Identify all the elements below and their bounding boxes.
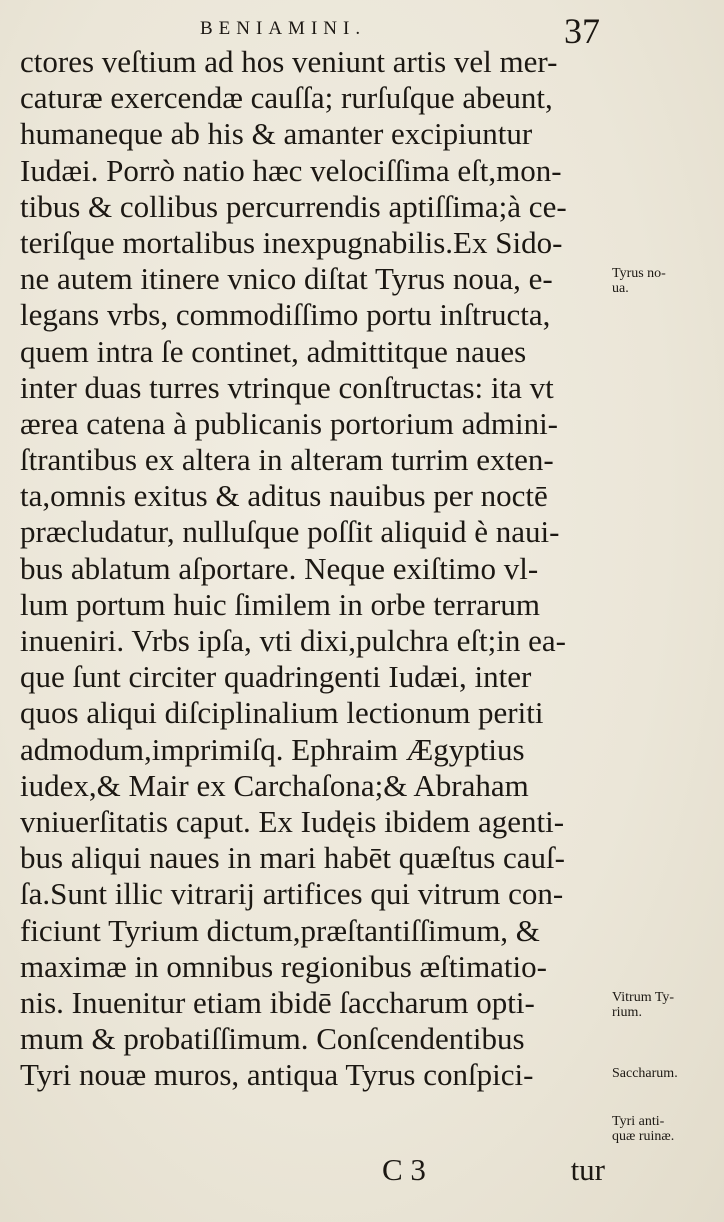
signature-mark: C 3	[382, 1152, 426, 1187]
text-line: legans vrbs, commodiſſimo portu inſtructa,	[20, 297, 551, 333]
text-line: bus ablatum aſportare. Neque exiſtimo vl-	[20, 550, 539, 586]
text-line: Iudæi. Porrò natio hæc velociſſima eſt,mon-	[20, 152, 562, 188]
margin-note-line: Vitrum Ty-	[612, 990, 675, 1005]
running-title: BENIAMINI.	[200, 18, 367, 39]
text-line: ficiunt Tyrium dictum,præſtantiſſimum, &	[20, 912, 540, 948]
margin-note-line: Tyri anti-	[612, 1114, 665, 1129]
text-line: maximæ in omnibus regionibus æſtimatio-	[20, 948, 547, 984]
margin-note-tyri-antiquae	[612, 1114, 716, 1144]
text-line: mum & probatiſſimum. Conſcendentibus	[20, 1021, 525, 1057]
margin-note-line: Saccharum.	[612, 1066, 678, 1081]
text-line: quos aliqui diſciplinalium lectionum periti	[20, 695, 544, 731]
text-line: inter duas turres vtrinque conſtructas: ita vt	[20, 369, 554, 405]
margin-note-saccharum	[612, 1066, 716, 1081]
text-line: lum portum huic ſimilem in orbe terrarum	[20, 586, 540, 622]
text-line: ctores veſtium ad hos veniunt artis vel mer-	[20, 44, 558, 79]
text-line: vniuerſitatis caput. Ex Iudęis ibidem agenti-	[20, 803, 565, 839]
text-line: teriſque mortalibus inexpugnabilis.Ex Sido-	[20, 224, 563, 260]
margin-note-line: quæ ruinæ.	[612, 1129, 675, 1144]
text-line: ſa.Sunt illic vitrarij artifices qui vitrum con-	[20, 876, 564, 912]
text-line: inueniri. Vrbs ipſa, vti dixi,pulchra eſt;in ea-	[20, 623, 566, 658]
text-line: tibus & collibus percurrendis aptiſſima;à ce-	[20, 188, 567, 224]
page-footer	[20, 1152, 605, 1188]
body-text	[20, 44, 605, 1093]
margin-note-line: ua.	[612, 281, 629, 296]
text-line: admodum,imprimiſq. Ephraim Ægyptius	[20, 731, 525, 767]
text-line: quem intra ſe continet, admittitque naues	[20, 333, 527, 369]
margin-note-vitrum	[612, 990, 716, 1020]
page-number: 37	[564, 11, 600, 51]
text-line: que ſunt circiter quadringenti Iudæi, inter	[20, 659, 532, 695]
text-line: præcludatur, nulluſque poſſit aliquid è naui-	[20, 514, 560, 550]
margin-note-tyrus-noua	[612, 266, 716, 296]
text-line: bus aliqui naues in mari habēt quæſtus cauſ-	[20, 840, 565, 876]
text-line: ne autem itinere vnico diſtat Tyrus noua, e-	[20, 261, 553, 297]
catchword: tur	[570, 1152, 605, 1187]
margin-note-line: Tyrus no-	[612, 266, 666, 281]
text-line: caturæ exercendæ cauſſa; rurſuſque abeunt,	[20, 80, 553, 116]
text-line: Tyri nouæ muros, antiqua Tyrus conſpici-	[20, 1057, 534, 1093]
text-line: ta,omnis exitus & aditus nauibus per noctē	[20, 478, 548, 514]
text-line: humaneque ab his & amanter excipiuntur	[20, 116, 533, 152]
margin-note-line: rium.	[612, 1005, 642, 1020]
text-line: nis. Inuenitur etiam ibidē ſaccharum opti-	[20, 984, 535, 1020]
text-line: iudex,& Mair ex Carchaſona;& Abraham	[20, 767, 529, 803]
text-line: ſtrantibus ex altera in alteram turrim exten-	[20, 442, 554, 478]
text-line: ærea catena à publicanis portorium admini-	[20, 405, 559, 441]
